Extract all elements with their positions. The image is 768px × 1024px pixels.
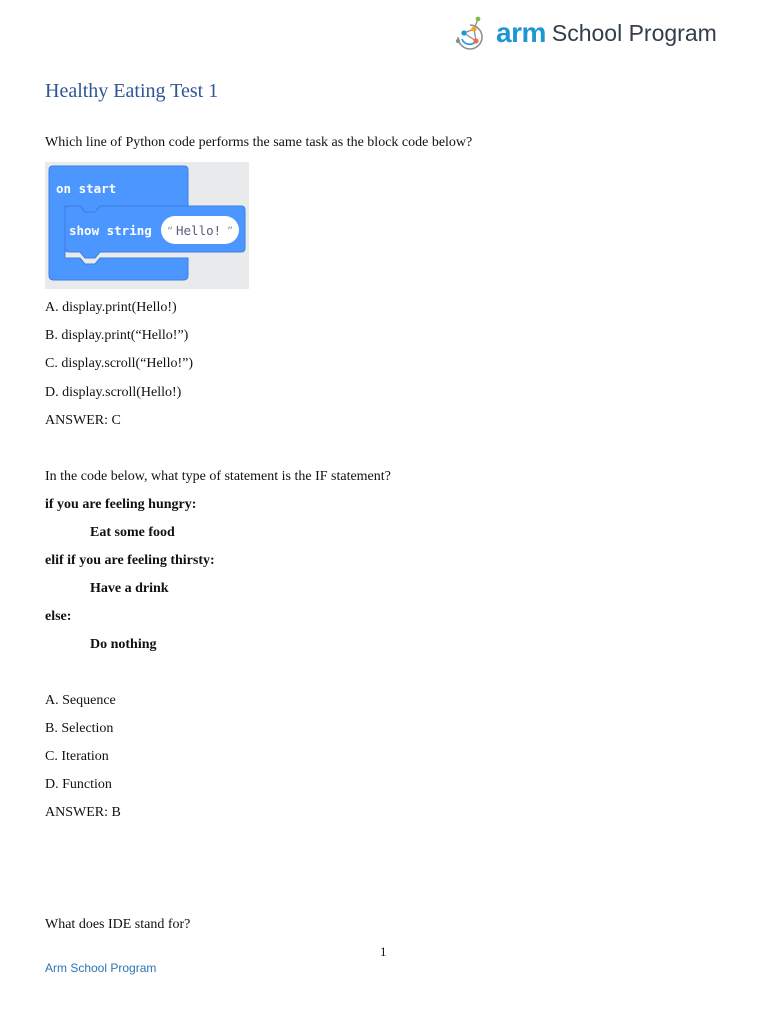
q2-option-a: A. Sequence [45,693,116,708]
q2-option-b: B. Selection [45,721,114,736]
q2-option-d: D. Function [45,777,112,792]
arm-school-program-logo [452,14,717,52]
question-3-text: What does IDE stand for? [45,917,191,932]
block-command-label: show string [69,223,152,238]
q1-option-d: D. display.scroll(Hello!) [45,385,182,400]
code-line-nothing: Do nothing [90,637,157,652]
q2-answer: ANSWER: B [45,805,121,820]
arm-network-icon [452,15,488,51]
logo-program-text: School Program [551,19,717,46]
block-string-argument: Hello! [176,223,222,238]
q1-answer: ANSWER: C [45,413,121,428]
block-arg-close-quote: ” [227,226,234,237]
code-line-elif: elif if you are feeling thirsty: [45,553,215,568]
code-line-eat: Eat some food [90,525,175,540]
question-2-text: In the code below, what type of statement is the IF statement? [45,469,391,484]
q1-option-b: B. display.print(“Hello!”) [45,328,189,343]
footer-text: Arm School Program [45,961,157,975]
q2-option-c: C. Iteration [45,749,109,764]
block-code-image [45,162,249,289]
question-1-text: Which line of Python code performs the same task as the block code below? [45,135,473,150]
code-line-drink: Have a drink [90,581,169,596]
block-event-label: on start [56,181,117,196]
code-line-else: else: [45,609,72,624]
q1-option-c: C. display.scroll(“Hello!”) [45,356,193,371]
block-arg-open-quote: “ [167,226,174,237]
page-number: 1 [380,944,387,959]
page-title: Healthy Eating Test 1 [45,80,219,102]
logo-arm-text: arm [496,17,546,48]
code-line-if: if you are feeling hungry: [45,497,197,512]
q1-option-a: A. display.print(Hello!) [45,300,177,315]
block-code-diagram [45,162,249,289]
